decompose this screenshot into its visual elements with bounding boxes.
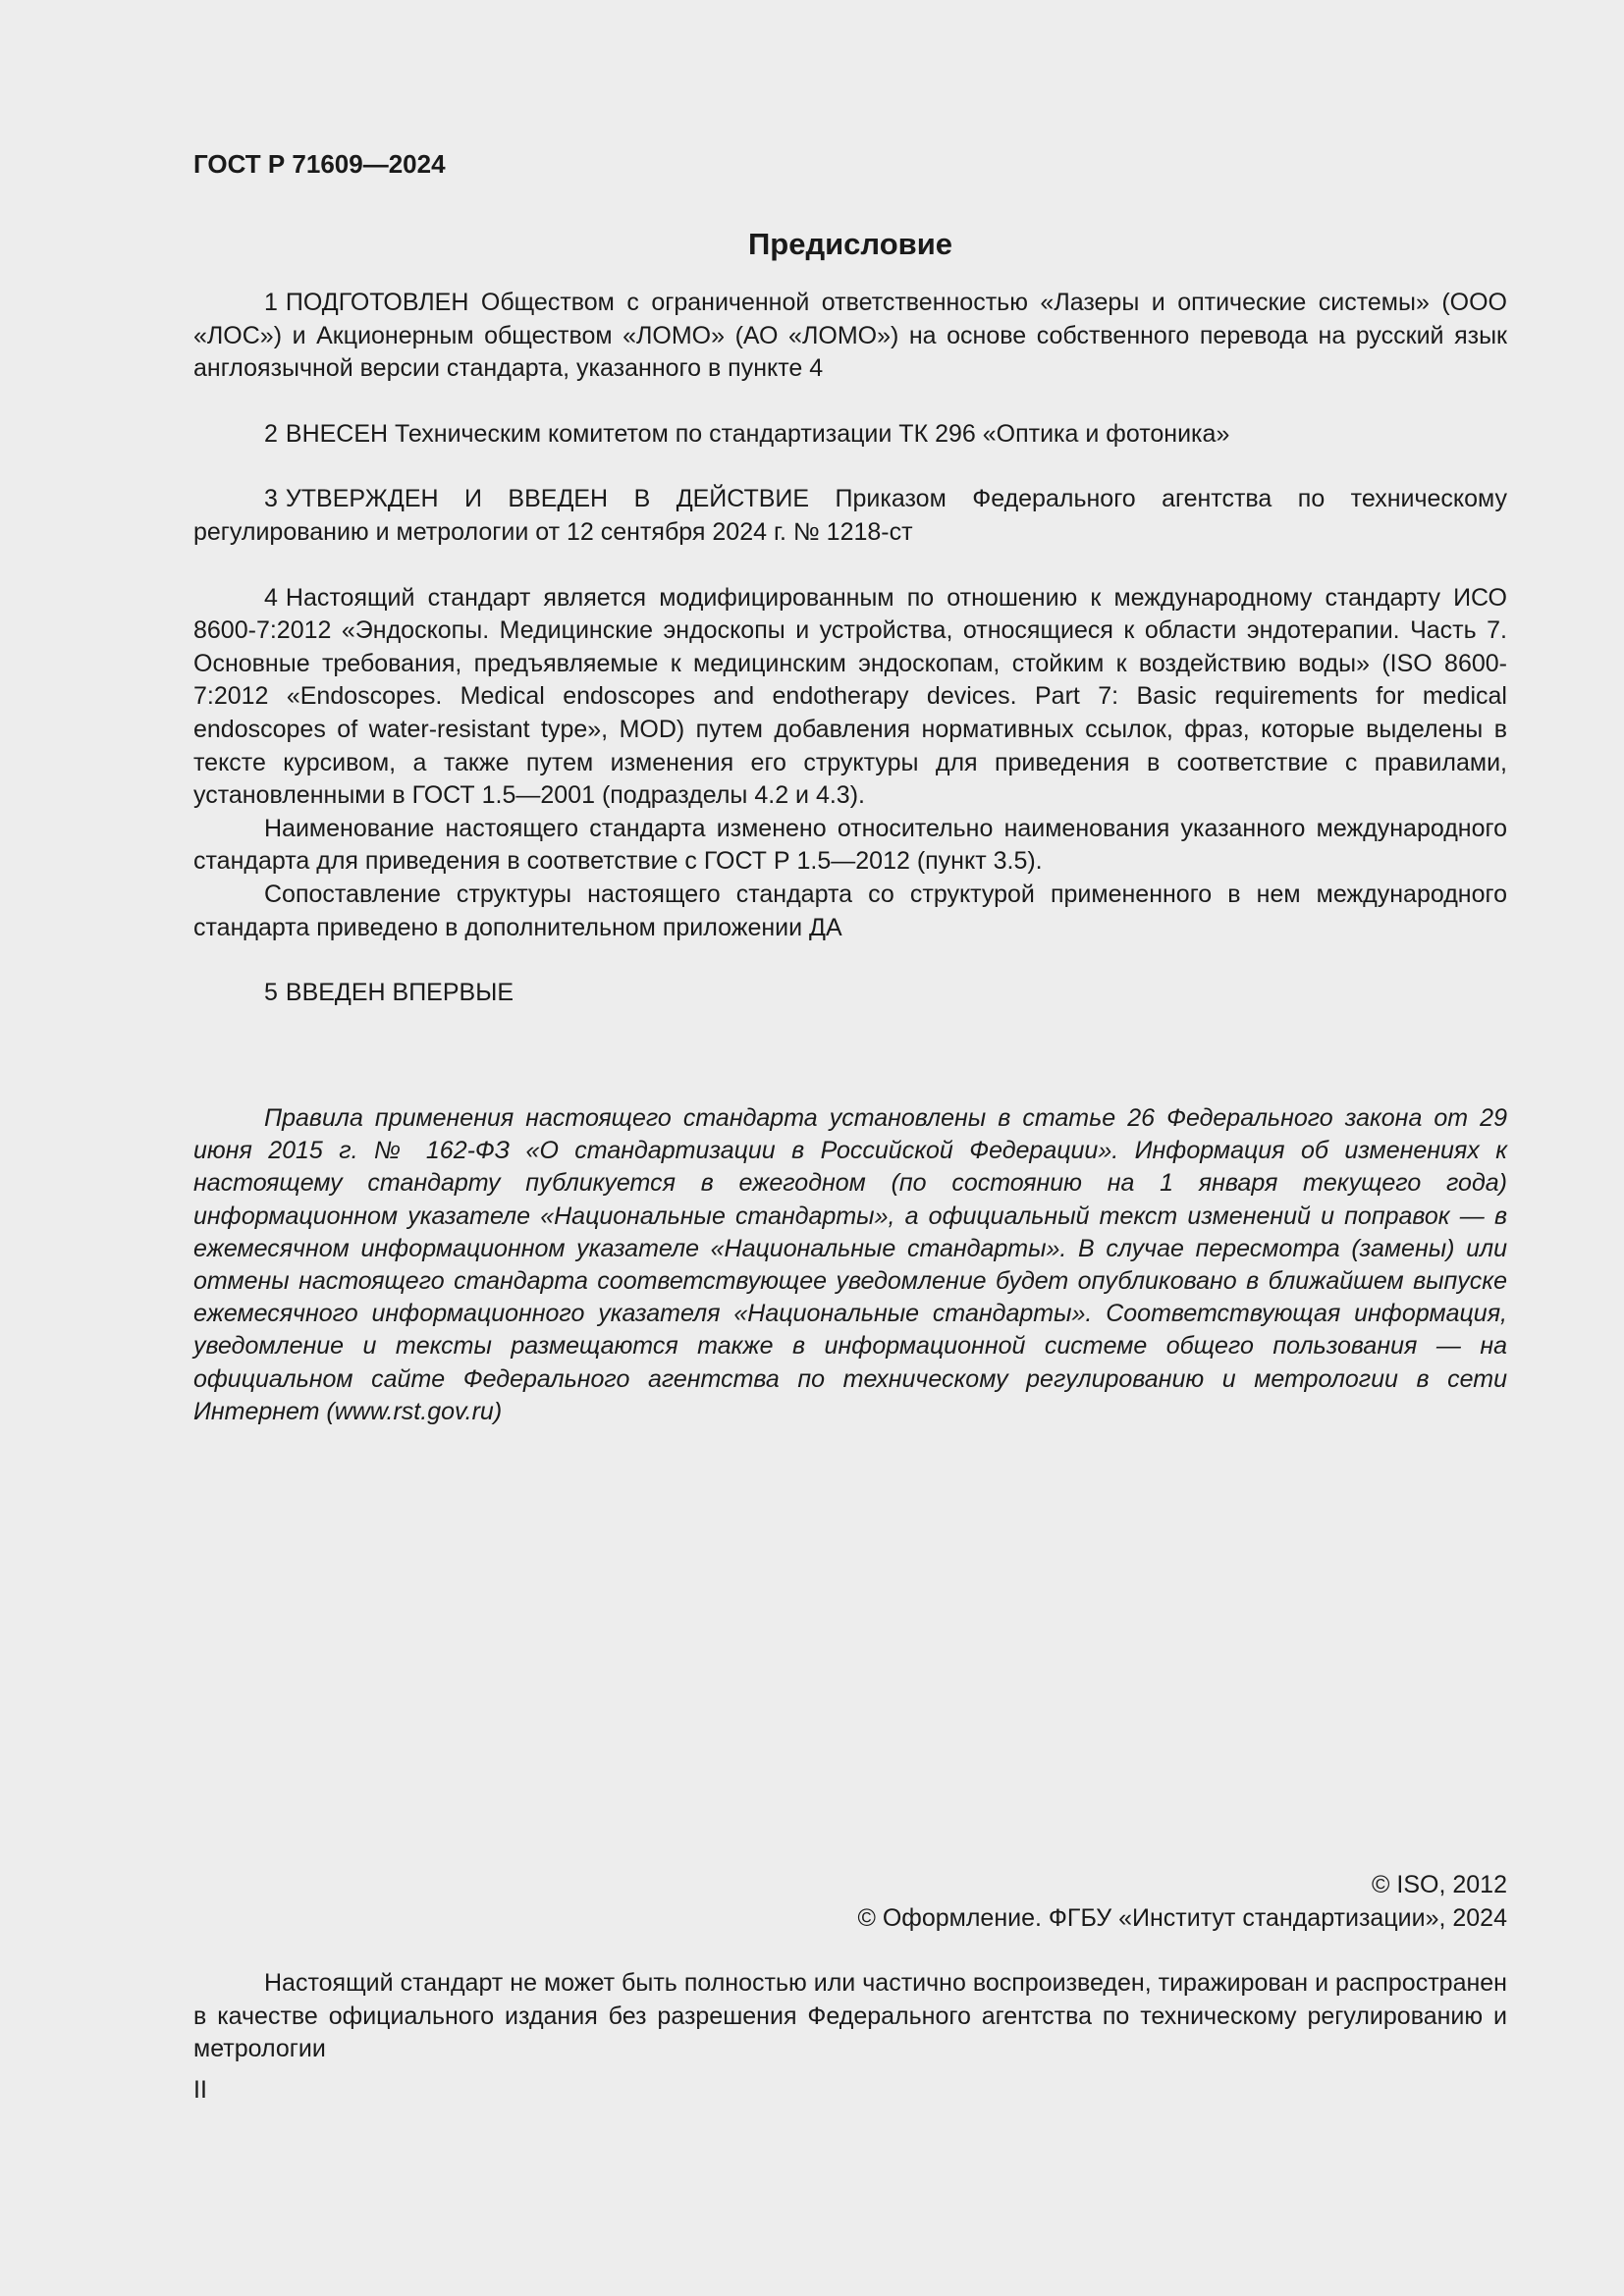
- item-number: 2: [264, 419, 278, 448]
- preface-item-1: [193, 287, 1507, 386]
- item-number: 1: [264, 289, 278, 316]
- preface-paragraph: [193, 483, 1507, 549]
- item-number: 3: [264, 485, 278, 513]
- standard-usage-notice: Правила применения настоящего стандарта установлены в статье 26 Федерального закона от 29 июня 2015 г. № 162-ФЗ «О стандартизации в Российской Федерации». Информация об изменениях к настоящему стандарту публикуется в ежегодном (по состоянию на 1 января текущего года) информационном указателе «Национальные стандарты», а официальный текст изменений и поправок — в ежемесячном информационном указателе «Национальные стандарты». В случае пересмотра (замены) или отмены настоящего стандарта соответствующее уведомление будет опубликовано в ближайшем выпуске ежемесячного информационного указателя «Национальные стандарты». Соответствующая информация, уведомление и тексты размещаются также в информационной системе общего пользования — на официальном сайте Федерального агентства по техническому регулированию и метрологии в сети Интернет (www.rst.gov.ru): [193, 1104, 1507, 1425]
- document-code: ГОСТ Р 71609—2024: [193, 149, 446, 179]
- preface-paragraph: [193, 977, 1507, 1010]
- preface-item-5: [193, 977, 1507, 1010]
- preface-paragraph: [193, 582, 1507, 813]
- preface-items: [193, 287, 1507, 1042]
- preface-item-4: [193, 582, 1507, 945]
- reproduction-rights-notice: Настоящий стандарт не может быть полностью или частично воспроизведен, тиражирован и распространен в качестве официального издания без разрешения Федерального агентства по техническому регулированию и метрологии: [193, 1969, 1507, 2063]
- copyright-institute: © Оформление. ФГБУ «Институт стандартизации», 2024: [857, 1904, 1507, 1932]
- item-text: Настоящий стандарт является модифицированным по отношению к международному стандарту ИСО 8600-7:2012 «Эндоскопы. Медицинские эндоскопы и устройства, относящиеся к области эндотерапии. Часть 7. Основные требования, предъявляемые к медицинским эндоскопам, стойким к воздействию воды» (ISO 8600-7:2012 «Endoscopes. Medical endoscopes and endotherapy devices. Part 7: Basic requirements for medical endoscopes of water-resistant type», MOD) путем добавления нормативных ссылок, фраз, которые выделены в тексте курсивом, а также путем изменения его структуры для приведения в соответствие с правилами, установленными в ГОСТ 1.5—2001 (подразделы 4.2 и 4.3).: [193, 583, 1507, 810]
- page-title: Предисловие: [747, 227, 952, 261]
- copyright-iso: © ISO, 2012: [1372, 1871, 1507, 1898]
- preface-item-3: [193, 483, 1507, 549]
- item-text: ВВЕДЕН ВПЕРВЫЕ: [285, 979, 514, 1007]
- preface-paragraph: Наименование настоящего стандарта изменено относительно наименования указанного международного стандарта для приведения в соответствие с ГОСТ Р 1.5—2012 (пункт 3.5).: [193, 814, 1507, 876]
- item-text: ПОДГОТОВЛЕН Обществом с ограниченной ответственностью «Лазеры и оптические системы» (ООО «ЛОС») и Акционерным обществом «ЛОМО» (АО «ЛОМО») на основе собственного перевода на русский язык англоязычной версии стандарта, указанного в пункте 4: [193, 289, 1507, 383]
- copyright-block: [857, 1868, 1507, 1935]
- item-text: УТВЕРЖДЕН И ВВЕДЕН В ДЕЙСТВИЕ Приказом Федерального агентства по техническому регулированию и метрологии от 12 сентября 2024 г. № 1218-ст: [193, 485, 1507, 546]
- item-number: 4: [264, 583, 278, 612]
- page-number: II: [193, 2076, 207, 2104]
- preface-paragraph: Сопоставление структуры настоящего стандарта со структурой примененного в нем международного стандарта приведено в дополнительном приложении ДА: [193, 880, 1507, 941]
- preface-item-2: [193, 418, 1507, 452]
- item-number: 5: [264, 979, 278, 1007]
- preface-paragraph: [193, 287, 1507, 386]
- preface-paragraph: [193, 418, 1507, 452]
- item-text: ВНЕСЕН Техническим комитетом по стандартизации ТК 296 «Оптика и фотоника»: [285, 419, 1230, 448]
